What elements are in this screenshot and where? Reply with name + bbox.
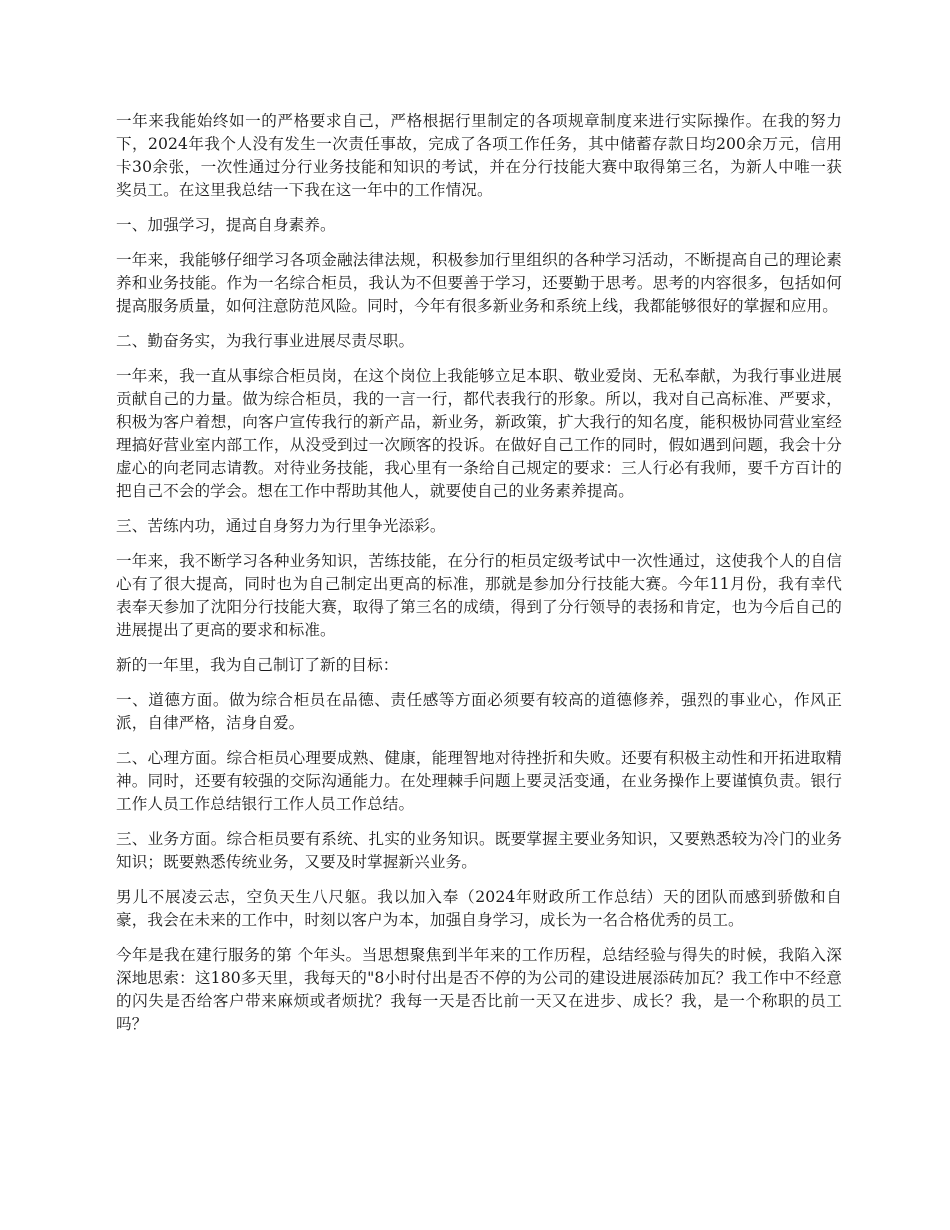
paragraph-aspiration: 男儿不展凌云志，空负天生八尺躯。我以加入奉（2024年财政所工作总结）天的团队而感到骄傲和自豪，我会在未来的工作中，时刻以客户为本，加强自身学习，成长为一名合格优秀的员工。 — [116, 888, 842, 929]
paragraph-intro: 一年来我能始终如一的严格要求自己，严格根据行里制定的各项规章制度来进行实际操作。在我的努力下，2024年我个人没有发生一次责任事故，完成了各项工作任务，其中储蓄存款日均200余万元，信用卡30余张，一次性通过分行业务技能和知识的考试，并在分行技能大赛中取得第三名，为新人中唯一获奖员工。在这里我总结一下我在这一年中的工作情况。 — [116, 112, 842, 199]
paragraph-goal-ethics: 一、道德方面。做为综合柜员在品德、责任感等方面必须要有较高的道德修养，强烈的事业心，作风正派，自律严格，洁身自爱。 — [116, 691, 842, 732]
document-body — [116, 110, 842, 1048]
paragraph-diligence: 一年来，我一直从事综合柜员岗，在这个岗位上我能够立足本职、敬业爱岗、无私奉献，为我行事业进展贡献自己的力量。做为综合柜员，我的一言一行，都代表我行的形象。所以，我对自己高标准、严要求，积极为客户着想，向客户宣传我行的新产品，新业务，新政策，扩大我行的知名度，能积极协同营业室经理搞好营业室内部工作，从没受到过一次顾客的投诉。在做好自己工作的同时，假如遇到问题，我会十分虚心的向老同志请教。对待业务技能，我心里有一条给自己规定的要求：三人行必有我师，要千方百计的把自己不会的学会。想在工作中帮助其他人，就要使自己的业务素养提高。 — [116, 367, 842, 500]
paragraph-skills: 一年来，我不断学习各种业务知识，苦练技能，在分行的柜员定级考试中一次性通过，这使我个人的自信心有了很大提高，同时也为自己制定出更高的标准，那就是参加分行技能大赛。今年11月份，我有幸代表奉天参加了沈阳分行技能大赛，取得了第三名的成绩，得到了分行领导的表扬和肯定，也为今后自己的进展提出了更高的要求和标准。 — [116, 552, 842, 639]
paragraph-goal-psychology: 二、心理方面。综合柜员心理要成熟、健康，能理智地对待挫折和失败。还要有积极主动性和开拓进取精神。同时，还要有较强的交际沟通能力。在处理棘手问题上要灵活变通，在业务操作上要谨慎负责。银行工作人员工作总结银行工作人员工作总结。 — [116, 749, 842, 813]
paragraph-goal-business: 三、业务方面。综合柜员要有系统、扎实的业务知识。既要掌握主要业务知识，又要熟悉较为冷门的业务知识；既要熟悉传统业务，又要及时掌握新兴业务。 — [116, 830, 842, 871]
section-heading-study: 一、加强学习，提高自身素养。 — [116, 216, 336, 234]
section-heading-diligence: 二、勤奋务实，为我行事业进展尽责尽职。 — [116, 332, 415, 350]
section-heading-skills: 三、苦练内功，通过自身努力为行里争光添彩。 — [116, 517, 446, 535]
goals-heading: 新的一年里，我为自己制订了新的目标： — [116, 656, 399, 674]
paragraph-reflection: 今年是我在建行服务的第 个年头。当思想聚焦到半年来的工作历程，总结经验与得失的时候，我陷入深深地思索：这180多天里，我每天的"8小时付出是否不停的为公司的建设进展添砖加瓦？我工作中不经意的闪失是否给客户带来麻烦或者烦扰？我每一天是否比前一天又在进步、成长？我，是一个称职的员工吗？ — [116, 946, 842, 1033]
paragraph-study: 一年来，我能够仔细学习各项金融法律法规，积极参加行里组织的各种学习活动，不断提高自己的理论素养和业务技能。作为一名综合柜员，我认为不但要善于学习，还要勤于思考。思考的内容很多，包括如何提高服务质量，如何注意防范风险。同时，今年有很多新业务和系统上线，我都能够很好的掌握和应用。 — [116, 251, 842, 315]
